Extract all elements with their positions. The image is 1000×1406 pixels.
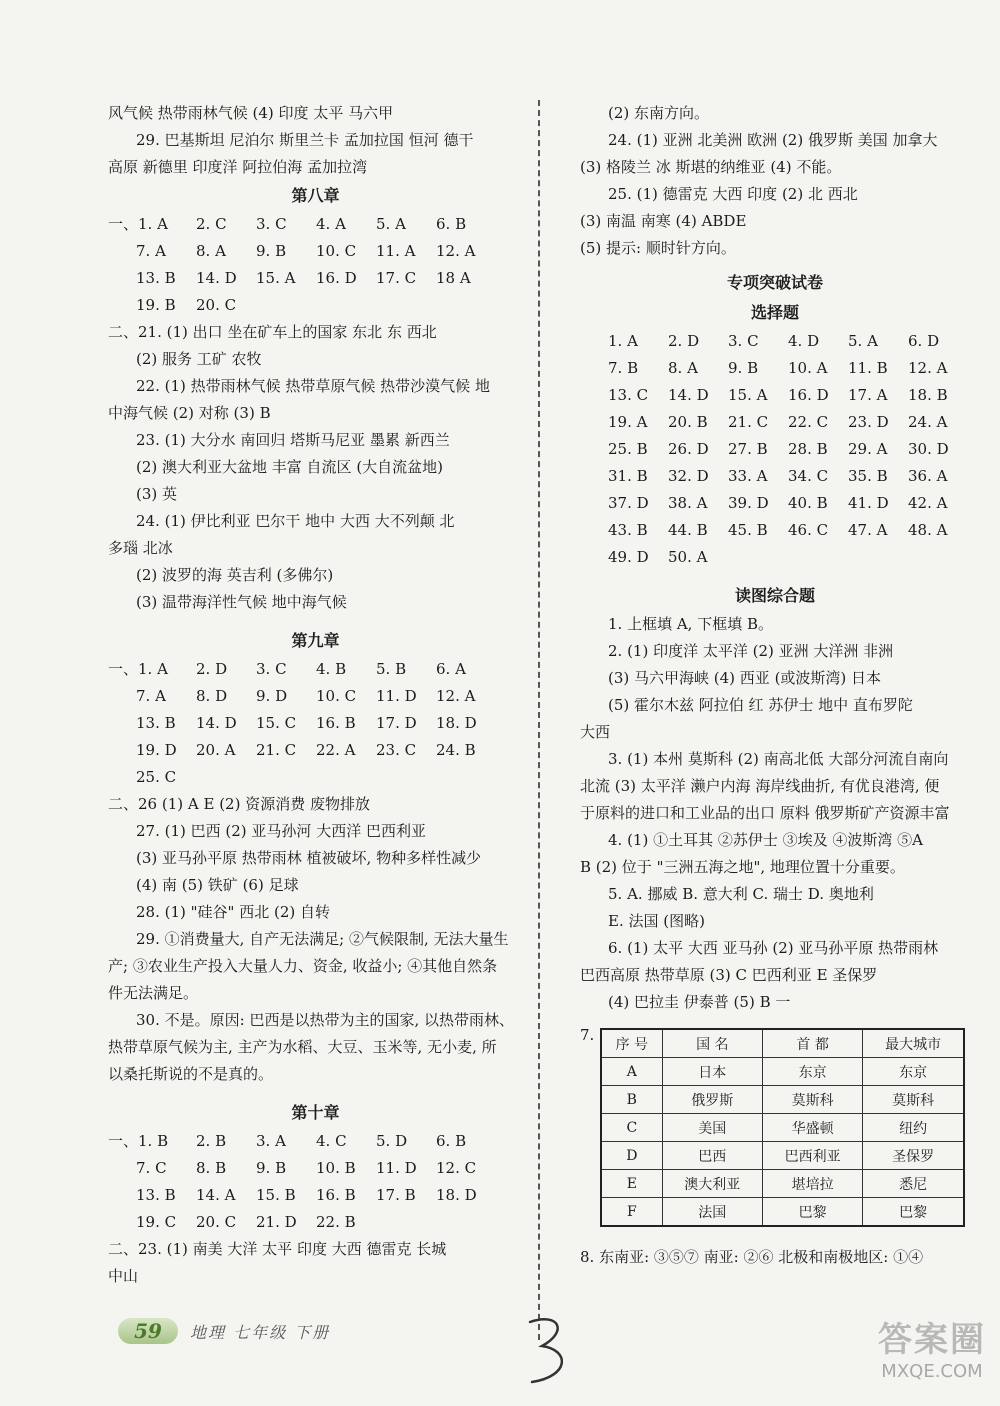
table-header-cell: 国 名 <box>662 1029 762 1058</box>
answer-line: (4) 南 (5) 铁矿 (6) 足球 <box>136 876 299 894</box>
choice-answer: 43. B <box>608 521 648 539</box>
choice-answer: 19. B <box>136 296 176 314</box>
choice-answer: 3. C <box>256 215 287 233</box>
choice-answer: 18. B <box>908 386 948 404</box>
answer-line: 巴西高原 热带草原 (3) C 巴西利亚 E 圣保罗 <box>580 966 878 984</box>
choice-answer: 20. C <box>196 1213 237 1231</box>
choice-answer: 一、1. A <box>108 660 168 678</box>
choice-answer: 31. B <box>608 467 648 485</box>
table-row <box>601 1058 964 1086</box>
answer-line: (3) 南温 南寒 (4) ABDE <box>580 212 747 230</box>
choice-answer: 39. D <box>728 494 769 512</box>
table-cell: 圣保罗 <box>863 1142 964 1170</box>
answer-line: (2) 东南方向。 <box>608 104 710 122</box>
choice-answer: 7. A <box>136 242 166 260</box>
left-column <box>108 100 523 1290</box>
choice-answer: 20. B <box>668 413 708 431</box>
answer-line: (2) 波罗的海 英吉利 (多佛尔) <box>136 566 334 584</box>
choice-answer: 10. B <box>316 1159 356 1177</box>
table-cell: 巴西利亚 <box>762 1142 862 1170</box>
answer-line: 二、26 (1) A E (2) 资源消费 废物排放 <box>108 795 370 813</box>
page-number: 59 <box>118 1318 178 1344</box>
choice-answer: 10. C <box>316 242 357 260</box>
table-header-cell: 最大城市 <box>863 1029 964 1058</box>
choice-answer: 12. A <box>908 359 948 377</box>
choice-answer: 27. B <box>728 440 768 458</box>
choice-answer: 22. C <box>788 413 829 431</box>
chapter-8-answers <box>108 319 523 616</box>
choice-answer: 11. D <box>376 1159 417 1177</box>
choice-row <box>580 544 970 571</box>
answer-line: 二、23. (1) 南美 大洋 太平 印度 大西 德雷克 长城 <box>108 1240 447 1258</box>
choice-answer: 22. B <box>316 1213 356 1231</box>
answer-line: 高原 新德里 印度洋 阿拉伯海 孟加拉湾 <box>108 158 368 176</box>
table-cell: 巴黎 <box>762 1198 862 1227</box>
choice-answer: 6. A <box>436 660 466 678</box>
choice-row <box>108 211 523 238</box>
choice-answer: 19. A <box>608 413 648 431</box>
answer-line: (2) 澳大利亚大盆地 丰富 自流区 (大自流盆地) <box>136 458 444 476</box>
choice-answer: 10. A <box>788 359 828 377</box>
table-row <box>601 1142 964 1170</box>
special-choices <box>580 328 970 571</box>
choice-answer: 4. D <box>788 332 820 350</box>
answer-line: (3) 亚马孙平原 热带雨林 植被破坏, 物种多样性减少 <box>136 849 482 867</box>
choice-answer: 5. A <box>848 332 878 350</box>
answer-line: 2. (1) 印度洋 太平洋 (2) 亚洲 大洋洲 非洲 <box>608 642 894 660</box>
choice-answer: 40. B <box>788 494 828 512</box>
choice-answer: 12. A <box>436 242 476 260</box>
answer-line: 27. (1) 巴西 (2) 亚马孙河 大西洋 巴西利亚 <box>136 822 426 840</box>
choice-row <box>108 764 523 791</box>
choice-row <box>108 1182 523 1209</box>
choice-row <box>580 436 970 463</box>
choice-answer: 18 A <box>436 269 471 287</box>
choice-row <box>580 355 970 382</box>
table-cell: 莫斯科 <box>863 1086 964 1114</box>
answer-line: (3) 温带海洋性气候 地中海气候 <box>136 593 347 611</box>
answer-line: 24. (1) 伊比利亚 巴尔干 地中 大西 大不列颠 北 <box>136 512 455 530</box>
table-cell: 莫斯科 <box>762 1086 862 1114</box>
choice-answer: 35. B <box>848 467 888 485</box>
choice-row <box>108 265 523 292</box>
country-table <box>600 1028 965 1227</box>
answer-line: 23. (1) 大分水 南回归 塔斯马尼亚 墨累 新西兰 <box>136 431 450 449</box>
chapter-9-choices <box>108 656 523 791</box>
choice-answer: 2. D <box>668 332 700 350</box>
choice-answer: 28. B <box>788 440 828 458</box>
table-cell: F <box>601 1198 662 1227</box>
handwritten-mark <box>520 1310 580 1390</box>
answer-line: 25. (1) 德雷克 大西 印度 (2) 北 西北 <box>608 185 858 203</box>
table-cell: 华盛顿 <box>762 1114 862 1142</box>
choice-answer: 22. A <box>316 741 356 759</box>
watermark-logo <box>878 1312 986 1382</box>
chapter-9-answers <box>108 791 523 1088</box>
choice-answer: 13. B <box>136 1186 176 1204</box>
choice-answer: 20. C <box>196 296 237 314</box>
answer-line: (3) 格陵兰 冰 斯堪的纳维亚 (4) 不能。 <box>580 158 842 176</box>
footer-book-title: 地理 七年级 下册 <box>190 1322 331 1342</box>
choice-answer: 38. A <box>668 494 708 512</box>
choice-answer: 17. D <box>376 714 417 732</box>
choice-row <box>108 656 523 683</box>
choice-answer: 29. A <box>848 440 888 458</box>
answer-line: 29. ①消费量大, 自产无法满足; ②气候限制, 无法大量生 <box>136 930 509 948</box>
choice-answer: 24. A <box>908 413 948 431</box>
answer-line: 件无法满足。 <box>108 984 199 1002</box>
choice-answer: 33. A <box>728 467 768 485</box>
choice-section-heading: 选择题 <box>750 303 799 322</box>
choice-answer: 一、1. B <box>108 1132 169 1150</box>
choice-row <box>580 328 970 355</box>
choice-answer: 10. C <box>316 687 357 705</box>
choice-answer: 16. D <box>316 269 357 287</box>
table-cell: A <box>601 1058 662 1086</box>
choice-answer: 9. B <box>728 359 759 377</box>
choice-answer: 48. A <box>908 521 948 539</box>
table-header-cell: 首 都 <box>762 1029 862 1058</box>
answer-line: 中山 <box>108 1267 139 1285</box>
choice-answer: 1. A <box>608 332 638 350</box>
choice-answer: 36. A <box>908 467 948 485</box>
choice-answer: 13. B <box>136 714 176 732</box>
choice-answer: 6. B <box>436 215 467 233</box>
choice-row <box>580 463 970 490</box>
choice-row <box>580 382 970 409</box>
choice-answer: 45. B <box>728 521 768 539</box>
choice-answer: 46. C <box>788 521 829 539</box>
answer-line: 28. (1) "硅谷" 西北 (2) 自转 <box>136 903 330 921</box>
choice-answer: 3. C <box>256 660 287 678</box>
table-header-row <box>601 1029 964 1058</box>
choice-row <box>108 737 523 764</box>
left-top-answers <box>108 100 523 181</box>
choice-answer: 5. A <box>376 215 406 233</box>
choice-answer: 14. D <box>196 714 237 732</box>
choice-answer: 25. C <box>136 768 177 786</box>
answer-line: 北流 (3) 太平洋 濑户内海 海岸线曲折, 有优良港湾, 便 <box>580 777 940 795</box>
choice-row <box>108 292 523 319</box>
table-cell: 俄罗斯 <box>662 1086 762 1114</box>
choice-row <box>108 1155 523 1182</box>
choice-answer: 12. A <box>436 687 476 705</box>
choice-answer: 21. C <box>256 741 297 759</box>
table-cell: 法国 <box>662 1198 762 1227</box>
choice-answer: 14. D <box>668 386 709 404</box>
choice-answer: 50. A <box>668 548 708 566</box>
choice-answer: 18. D <box>436 1186 477 1204</box>
choice-row <box>580 409 970 436</box>
watermark-text: 答案圈 <box>878 1320 986 1360</box>
map-section-heading: 读图综合题 <box>734 586 815 605</box>
answer-line: (2) 服务 工矿 农牧 <box>136 350 262 368</box>
table-cell: C <box>601 1114 662 1142</box>
choice-answer: 19. D <box>136 741 177 759</box>
choice-answer: 24. B <box>436 741 476 759</box>
choice-answer: 16. B <box>316 714 356 732</box>
choice-answer: 8. B <box>196 1159 227 1177</box>
page-footer <box>118 1318 330 1344</box>
choice-answer: 13. C <box>608 386 649 404</box>
choice-answer: 5. D <box>376 1132 408 1150</box>
choice-answer: 49. D <box>608 548 649 566</box>
answer-line: 30. 不是。原因: 巴西是以热带为主的国家, 以热带雨林、 <box>136 1011 514 1029</box>
choice-answer: 6. B <box>436 1132 467 1150</box>
choice-answer: 14. D <box>196 269 237 287</box>
choice-answer: 21. C <box>728 413 769 431</box>
answer-line: 以桑托斯说的不是真的。 <box>108 1065 274 1083</box>
choice-answer: 41. D <box>848 494 889 512</box>
table-row <box>601 1114 964 1142</box>
choice-answer: 8. D <box>196 687 228 705</box>
answer-line: (5) 提示: 顺时针方向。 <box>580 239 736 257</box>
answer-line: 22. (1) 热带雨林气候 热带草原气候 热带沙漠气候 地 <box>136 377 490 395</box>
answer-line: (3) 马六甲海峡 (4) 西亚 (或波斯湾) 日本 <box>608 669 882 687</box>
choice-answer: 23. D <box>848 413 889 431</box>
chapter-10-heading: 第十章 <box>291 1103 340 1122</box>
choice-answer: 6. D <box>908 332 940 350</box>
answer-line: 5. A. 挪威 B. 意大利 C. 瑞士 D. 奥地利 <box>608 885 874 903</box>
choice-answer: 11. D <box>376 687 417 705</box>
choice-answer: 14. A <box>196 1186 236 1204</box>
choice-answer: 7. C <box>136 1159 167 1177</box>
answer-line: E. 法国 (图略) <box>608 912 705 930</box>
choice-answer: 12. C <box>436 1159 477 1177</box>
choice-answer: 26. D <box>668 440 709 458</box>
choice-answer: 37. D <box>608 494 649 512</box>
choice-answer: 21. D <box>256 1213 297 1231</box>
map-answers <box>580 611 970 1016</box>
right-column <box>580 100 970 1016</box>
table-row <box>601 1170 964 1198</box>
choice-answer: 一、1. A <box>108 215 168 233</box>
choice-answer: 3. A <box>256 1132 286 1150</box>
choice-answer: 17. C <box>376 269 417 287</box>
choice-answer: 17. A <box>848 386 888 404</box>
choice-answer: 3. C <box>728 332 759 350</box>
answer-line: 多瑙 北冰 <box>108 539 173 557</box>
chapter-9-heading: 第九章 <box>291 631 340 650</box>
choice-answer: 18. D <box>436 714 477 732</box>
chapter-8-choices <box>108 211 523 319</box>
answer-line: 6. (1) 太平 大西 亚马孙 (2) 亚马孙平原 热带雨林 <box>608 939 939 957</box>
choice-answer: 11. A <box>376 242 416 260</box>
choice-row <box>108 710 523 737</box>
choice-answer: 8. A <box>196 242 226 260</box>
choice-answer: 9. B <box>256 1159 287 1177</box>
choice-answer: 9. D <box>256 687 288 705</box>
choice-answer: 13. B <box>136 269 176 287</box>
choice-answer: 17. B <box>376 1186 416 1204</box>
answer-line: 风气候 热带雨林气候 (4) 印度 太平 马六甲 <box>108 104 394 122</box>
choice-answer: 30. D <box>908 440 949 458</box>
chapter-10-answers <box>108 1236 523 1290</box>
answer-line: (4) 巴拉圭 伊泰普 (5) B 一 <box>608 993 791 1011</box>
answer-line: B (2) 位于 "三洲五海之地", 地理位置十分重要。 <box>580 858 905 876</box>
answer-line: 中海气候 (2) 对称 (3) B <box>108 404 271 422</box>
answer-line: 3. (1) 本州 莫斯科 (2) 南高北低 大部分河流自南向 <box>608 750 949 768</box>
choice-answer: 25. B <box>608 440 648 458</box>
answer-line: 于原料的进口和工业品的出口 原料 俄罗斯矿产资源丰富 <box>580 804 950 822</box>
choice-row <box>108 238 523 265</box>
table-cell: 澳大利亚 <box>662 1170 762 1198</box>
choice-answer: 15. B <box>256 1186 296 1204</box>
table-cell: 纽约 <box>863 1114 964 1142</box>
choice-answer: 9. B <box>256 242 287 260</box>
choice-row <box>580 490 970 517</box>
choice-answer: 34. C <box>788 467 829 485</box>
answer-line: 产; ③农业生产投入大量人力、资金, 收益小; ④其他自然条 <box>108 957 498 975</box>
table-cell: 日本 <box>662 1058 762 1086</box>
column-divider <box>538 100 540 1340</box>
table-cell: 堪培拉 <box>762 1170 862 1198</box>
chapter-10-choices <box>108 1128 523 1236</box>
answer-line: 大西 <box>580 723 611 741</box>
answer-line: (3) 英 <box>136 485 178 503</box>
choice-row <box>580 517 970 544</box>
table-row <box>601 1198 964 1227</box>
table-row <box>601 1086 964 1114</box>
table-cell: 悉尼 <box>863 1170 964 1198</box>
choice-answer: 2. B <box>196 1132 227 1150</box>
table-cell: 巴西 <box>662 1142 762 1170</box>
choice-answer: 11. B <box>848 359 888 377</box>
answer-line: 4. (1) ①土耳其 ②苏伊士 ③埃及 ④波斯湾 ⑤A <box>608 831 924 849</box>
special-test-heading: 专项突破试卷 <box>726 273 823 292</box>
answer-line: 热带草原气候为主, 主产为水稻、大豆、玉米等, 无小麦, 所 <box>108 1038 497 1056</box>
choice-answer: 5. B <box>376 660 407 678</box>
chapter-8-heading: 第八章 <box>291 186 340 205</box>
choice-answer: 23. C <box>376 741 417 759</box>
choice-answer: 4. B <box>316 660 347 678</box>
choice-answer: 47. A <box>848 521 888 539</box>
choice-row <box>108 1128 523 1155</box>
choice-answer: 2. D <box>196 660 228 678</box>
table-cell: 巴黎 <box>863 1198 964 1227</box>
choice-answer: 2. C <box>196 215 227 233</box>
choice-answer: 44. B <box>668 521 708 539</box>
choice-answer: 7. A <box>136 687 166 705</box>
choice-row <box>108 683 523 710</box>
answer-line: (5) 霍尔木兹 阿拉伯 红 苏伊士 地中 直布罗陀 <box>608 696 913 714</box>
choice-answer: 32. D <box>668 467 709 485</box>
table-cell: 东京 <box>863 1058 964 1086</box>
choice-answer: 16. B <box>316 1186 356 1204</box>
answer-line: 1. 上框填 A, 下框填 B。 <box>608 615 774 633</box>
watermark-url: MXQE.COM <box>881 1361 983 1382</box>
answer-line: 29. 巴基斯坦 尼泊尔 斯里兰卡 孟加拉国 恒河 德干 <box>136 131 474 149</box>
choice-answer: 20. A <box>196 741 236 759</box>
question-8-answer: 8. 东南亚: ③⑤⑦ 南亚: ②⑥ 北极和南极地区: ①④ <box>580 1248 924 1266</box>
choice-answer: 42. A <box>908 494 948 512</box>
choice-answer: 4. A <box>316 215 346 233</box>
choice-answer: 19. C <box>136 1213 177 1231</box>
choice-row <box>108 1209 523 1236</box>
choice-answer: 8. A <box>668 359 698 377</box>
answer-line: 24. (1) 亚洲 北美洲 欧洲 (2) 俄罗斯 美国 加拿大 <box>608 131 938 149</box>
choice-answer: 4. C <box>316 1132 347 1150</box>
table-cell: D <box>601 1142 662 1170</box>
choice-answer: 7. B <box>608 359 639 377</box>
choice-answer: 15. A <box>728 386 768 404</box>
choice-answer: 15. C <box>256 714 297 732</box>
table-cell: B <box>601 1086 662 1114</box>
choice-answer: 16. D <box>788 386 829 404</box>
right-top-answers <box>580 100 970 262</box>
table-cell: 美国 <box>662 1114 762 1142</box>
answer-line: 二、21. (1) 出口 坐在矿车上的国家 东北 东 西北 <box>108 323 437 341</box>
table-cell: 东京 <box>762 1058 862 1086</box>
table-cell: E <box>601 1170 662 1198</box>
table-header-cell: 序 号 <box>601 1029 662 1058</box>
choice-answer: 15. A <box>256 269 296 287</box>
question-7-label: 7. <box>580 1026 595 1044</box>
